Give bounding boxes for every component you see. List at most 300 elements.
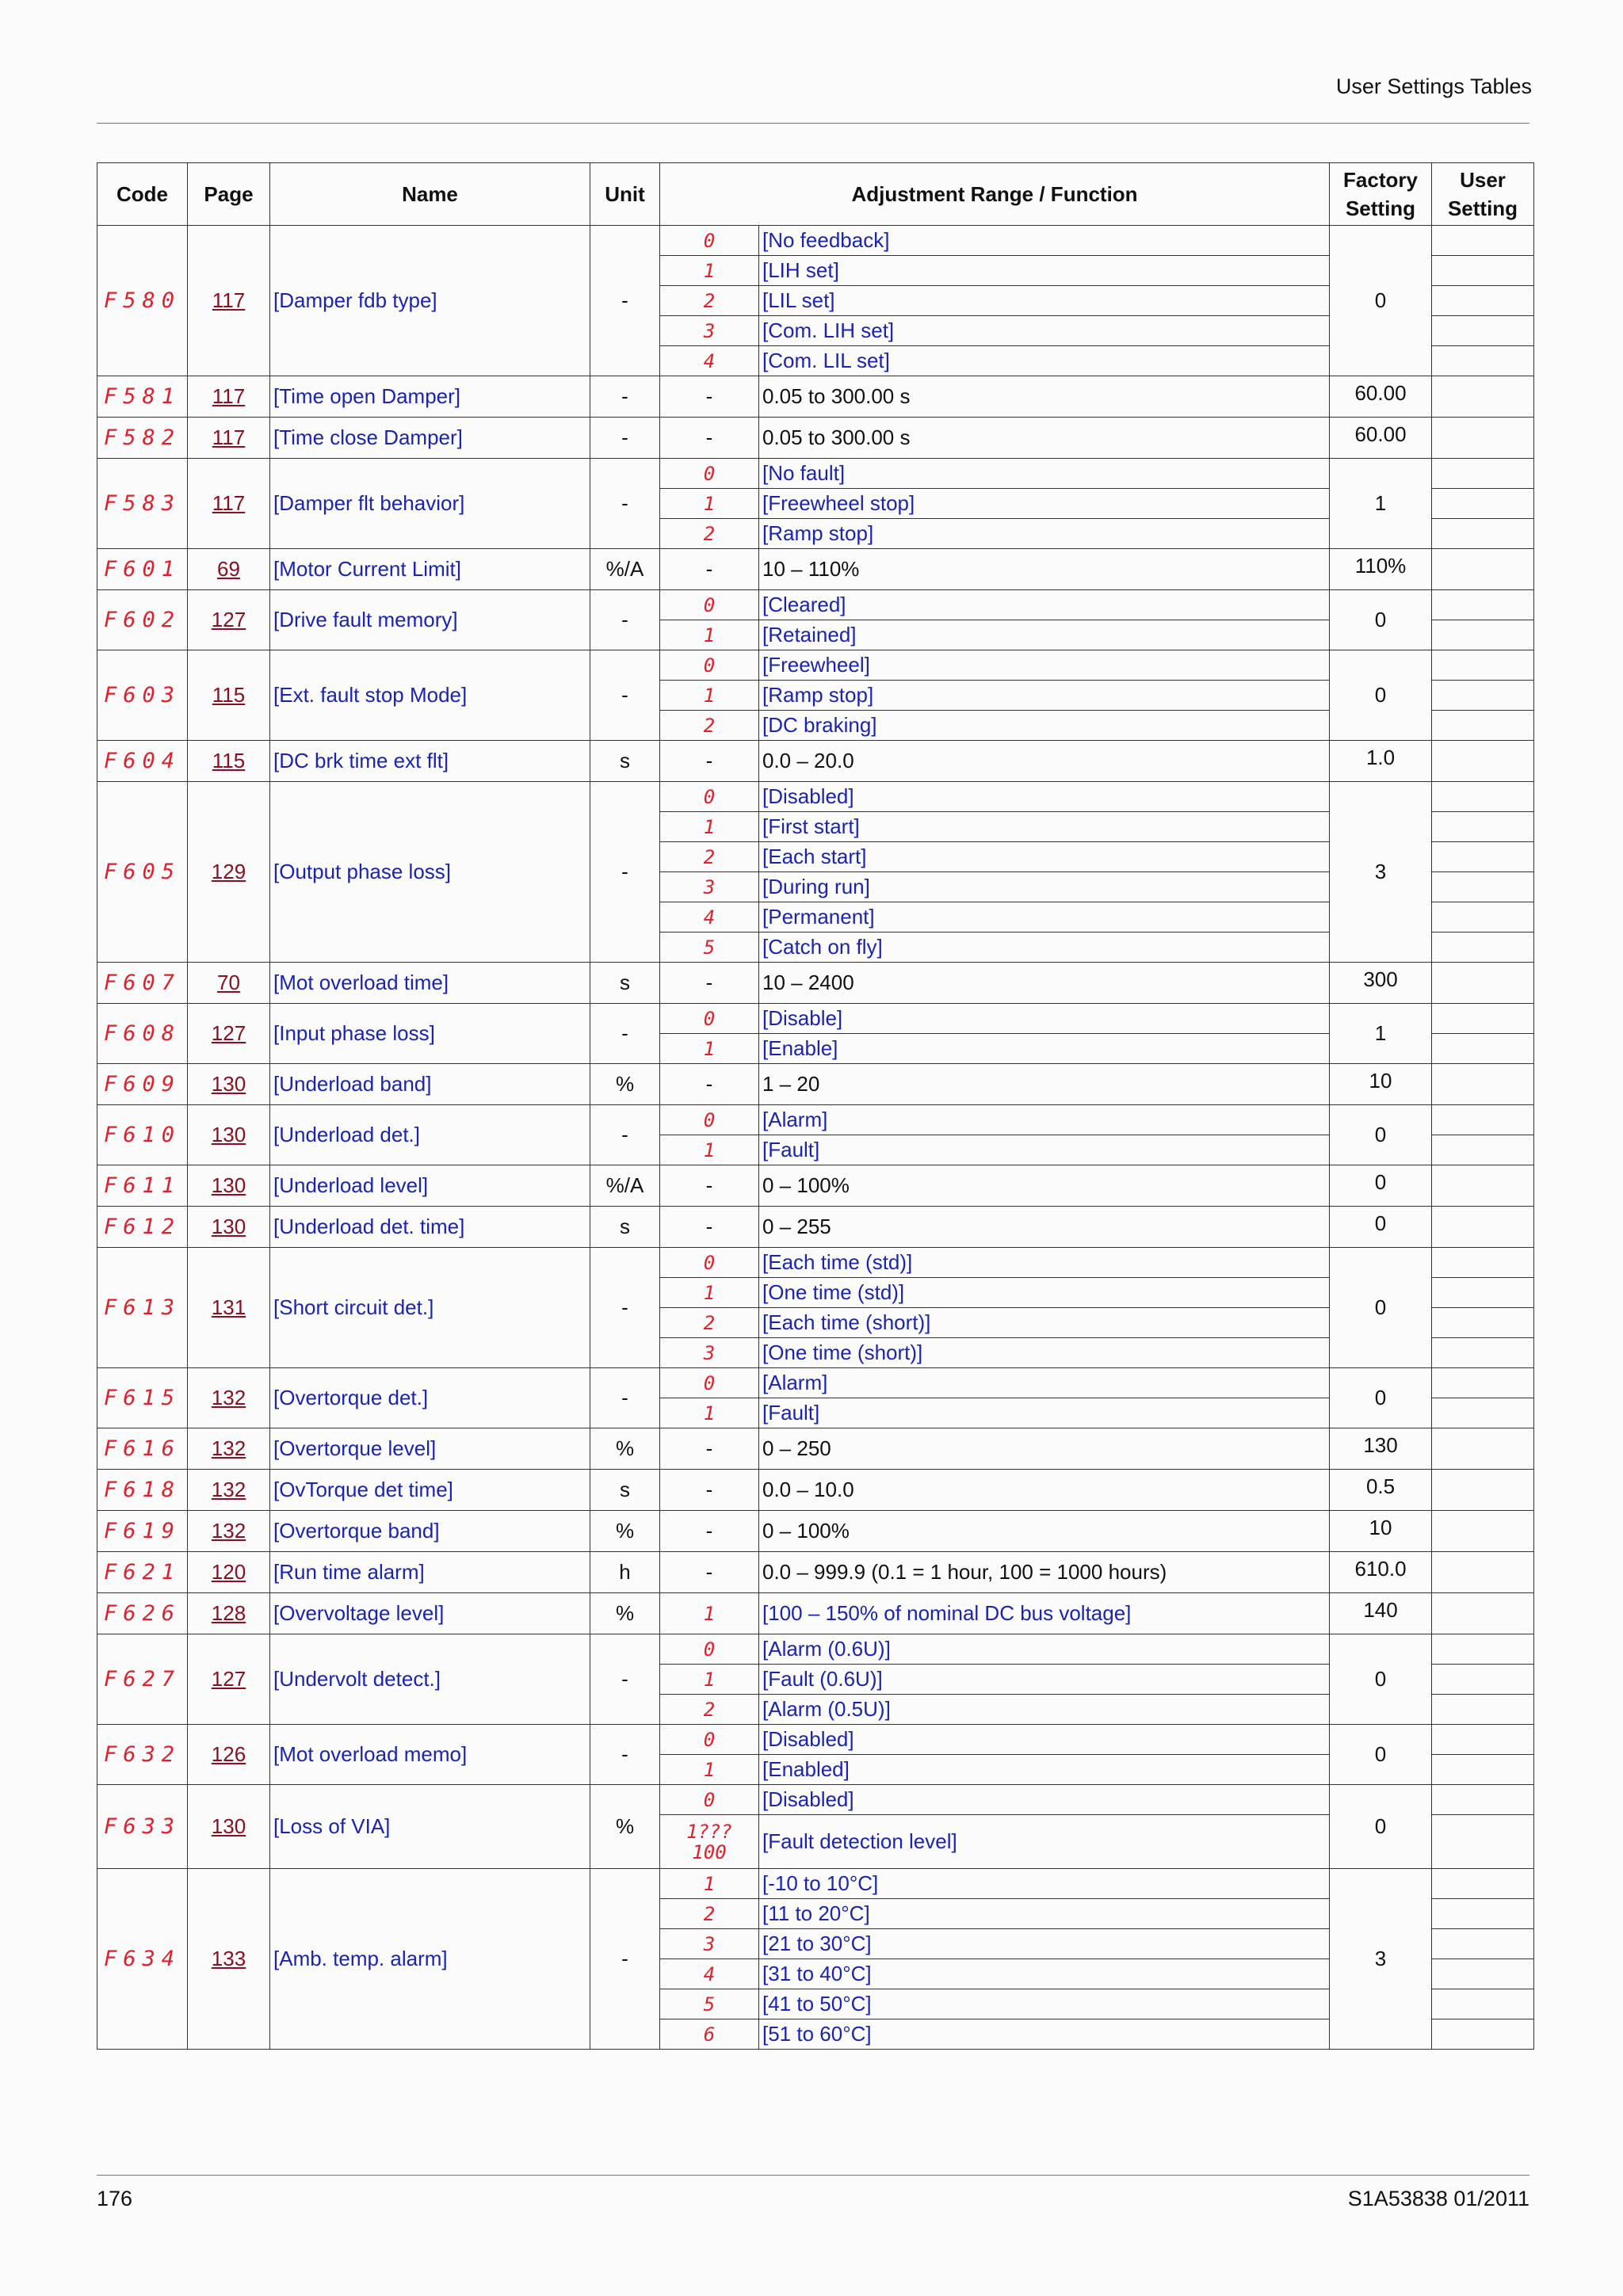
user-setting-cell[interactable] — [1432, 286, 1534, 316]
parameter-name: [Overvoltage level] — [270, 1593, 590, 1634]
option-value: 2 — [660, 1308, 759, 1338]
user-setting-cell[interactable] — [1432, 1135, 1534, 1165]
user-setting-cell[interactable] — [1432, 650, 1534, 681]
page-link[interactable]: 130 — [211, 1173, 246, 1197]
option-value-empty: - — [660, 963, 759, 1004]
user-setting-cell[interactable] — [1432, 1815, 1534, 1869]
option-value: 1 — [660, 620, 759, 650]
page-link[interactable]: 120 — [211, 1560, 246, 1584]
user-setting-cell[interactable] — [1432, 711, 1534, 741]
user-setting-cell[interactable] — [1432, 590, 1534, 620]
document-reference: S1A53838 01/2011 — [1347, 2187, 1529, 2210]
page-ref-cell — [188, 1105, 270, 1165]
parameter-code: F583 — [97, 459, 188, 549]
option-value: 1 — [660, 812, 759, 842]
parameter-name: [Underload level] — [270, 1165, 590, 1207]
adjustment-range: 0 – 255 — [759, 1207, 1330, 1248]
factory-setting: 0 — [1330, 1634, 1432, 1725]
adjustment-range: 0 – 100% — [759, 1511, 1330, 1552]
user-setting-cell[interactable] — [1432, 1593, 1534, 1634]
factory-setting: 0 — [1330, 650, 1432, 741]
parameter-name: [Time open Damper] — [270, 376, 590, 418]
user-setting-cell[interactable] — [1432, 1368, 1534, 1398]
option-value: 0 — [660, 1368, 759, 1398]
unit-cell: s — [590, 1207, 660, 1248]
table-row — [97, 1869, 1534, 1899]
unit-cell: - — [590, 226, 660, 376]
unit-cell: - — [590, 1368, 660, 1428]
option-value: 2 — [660, 286, 759, 316]
parameter-name: [Undervolt detect.] — [270, 1634, 590, 1725]
option-value: 2 — [660, 519, 759, 549]
user-setting-cell[interactable] — [1432, 1899, 1534, 1929]
adjustment-range: 0.05 to 300.00 s — [759, 376, 1330, 418]
option-value: 4 — [660, 1959, 759, 1989]
table-row — [97, 1634, 1534, 1665]
user-setting-cell[interactable] — [1432, 459, 1534, 489]
user-setting-cell[interactable] — [1432, 1959, 1534, 1989]
option-value: 2 — [660, 1695, 759, 1725]
user-settings-table — [97, 162, 1534, 2050]
user-setting-cell[interactable] — [1432, 1695, 1534, 1725]
user-setting-cell[interactable] — [1432, 2019, 1534, 2050]
option-value-line: 1??? — [686, 1820, 732, 1843]
option-label: [Disabled] — [759, 1725, 1330, 1755]
page-ref-cell — [188, 1165, 270, 1207]
table-row — [97, 1593, 1534, 1634]
user-setting-cell[interactable] — [1432, 1338, 1534, 1368]
option-value: 0 — [660, 1725, 759, 1755]
option-label: [Alarm] — [759, 1105, 1330, 1135]
page-ref-cell — [188, 590, 270, 650]
col-header-code: Code — [97, 163, 188, 226]
option-value: 0 — [660, 1004, 759, 1034]
option-label: [Freewheel stop] — [759, 489, 1330, 519]
parameter-code: F627 — [97, 1634, 188, 1725]
option-value: 0 — [660, 1634, 759, 1665]
parameter-name: [Input phase loss] — [270, 1004, 590, 1064]
user-setting-cell[interactable] — [1432, 1552, 1534, 1593]
option-value: 2 — [660, 1899, 759, 1929]
parameter-name: [Motor Current Limit] — [270, 549, 590, 590]
user-setting-cell[interactable] — [1432, 812, 1534, 842]
table-row — [97, 549, 1534, 590]
option-label: [Disabled] — [759, 1785, 1330, 1815]
user-setting-cell[interactable] — [1432, 1004, 1534, 1034]
unit-cell: - — [590, 376, 660, 418]
unit-cell: s — [590, 1470, 660, 1511]
parameter-code: F634 — [97, 1869, 188, 2050]
table-row — [97, 1725, 1534, 1755]
table-row — [97, 963, 1534, 1004]
option-value-empty: - — [660, 376, 759, 418]
user-setting-cell[interactable] — [1432, 346, 1534, 376]
option-label: [Alarm (0.5U)] — [759, 1695, 1330, 1725]
user-setting-cell[interactable] — [1432, 1278, 1534, 1308]
adjustment-range: 0.0 – 20.0 — [759, 741, 1330, 782]
option-value: 0 — [660, 590, 759, 620]
factory-setting: 0.5 — [1330, 1470, 1432, 1511]
user-setting-cell[interactable] — [1432, 902, 1534, 933]
option-value: 3 — [660, 1929, 759, 1959]
user-setting-cell[interactable] — [1432, 256, 1534, 286]
page-link[interactable]: 130 — [211, 1123, 246, 1146]
unit-cell: - — [590, 590, 660, 650]
parameter-code: F607 — [97, 963, 188, 1004]
user-setting-cell[interactable] — [1432, 1634, 1534, 1665]
option-label: [Fault] — [759, 1398, 1330, 1428]
page-link[interactable]: 127 — [211, 608, 246, 631]
page-link[interactable]: 130 — [211, 1814, 246, 1838]
user-setting-cell[interactable] — [1432, 519, 1534, 549]
col-header-page: Page — [188, 163, 270, 226]
factory-setting: 3 — [1330, 1869, 1432, 2050]
col-header-user: User Setting — [1432, 163, 1534, 226]
page-link[interactable]: 117 — [212, 491, 246, 515]
page-link[interactable]: 115 — [212, 749, 246, 772]
unit-cell: - — [590, 1105, 660, 1165]
user-setting-cell[interactable] — [1432, 963, 1534, 1004]
page-link[interactable]: 129 — [211, 860, 246, 883]
option-label: [LIH set] — [759, 256, 1330, 286]
page-link[interactable]: 132 — [211, 1478, 246, 1501]
unit-cell: % — [590, 1511, 660, 1552]
option-value-empty: - — [660, 1064, 759, 1105]
parameter-name: [Underload band] — [270, 1064, 590, 1105]
parameter-code: F609 — [97, 1064, 188, 1105]
parameter-name: [Ext. fault stop Mode] — [270, 650, 590, 741]
adjustment-range: 1 – 20 — [759, 1064, 1330, 1105]
parameter-code: F632 — [97, 1725, 188, 1785]
parameter-name: [Short circuit det.] — [270, 1248, 590, 1368]
user-setting-cell[interactable] — [1432, 1989, 1534, 2019]
parameter-code: F612 — [97, 1207, 188, 1248]
parameter-code: F602 — [97, 590, 188, 650]
option-value: 4 — [660, 346, 759, 376]
page-link[interactable]: 117 — [212, 384, 246, 408]
adjustment-range: 0 – 250 — [759, 1428, 1330, 1470]
option-label: [Permanent] — [759, 902, 1330, 933]
option-value: 0 — [660, 782, 759, 812]
page-link[interactable]: 130 — [211, 1072, 246, 1096]
user-setting-cell[interactable] — [1432, 418, 1534, 459]
table-row — [97, 1368, 1534, 1398]
parameter-name: [Mot overload memo] — [270, 1725, 590, 1785]
page-link[interactable]: 131 — [211, 1295, 246, 1319]
option-value: 0 — [660, 1248, 759, 1278]
option-label: [Fault (0.6U)] — [759, 1665, 1330, 1695]
option-value: 1 — [660, 1034, 759, 1064]
user-setting-cell[interactable] — [1432, 1725, 1534, 1755]
factory-setting: 0 — [1330, 1785, 1432, 1869]
page-ref-cell — [188, 1869, 270, 2050]
option-value-empty: - — [660, 1165, 759, 1207]
option-label: [One time (std)] — [759, 1278, 1330, 1308]
option-label: [Disabled] — [759, 782, 1330, 812]
parameter-code: F618 — [97, 1470, 188, 1511]
user-setting-cell[interactable] — [1432, 872, 1534, 902]
option-value: 1 — [660, 1665, 759, 1695]
page-ref-cell — [188, 1207, 270, 1248]
page-link[interactable]: 127 — [211, 1021, 246, 1045]
option-label: [Ramp stop] — [759, 519, 1330, 549]
user-setting-cell[interactable] — [1432, 1511, 1534, 1552]
option-value: 2 — [660, 711, 759, 741]
option-value: 1 — [660, 1755, 759, 1785]
page-link[interactable]: 117 — [212, 425, 246, 449]
parameter-name: [Mot overload time] — [270, 963, 590, 1004]
page-link[interactable]: 115 — [212, 683, 246, 707]
table-row — [97, 1248, 1534, 1278]
user-setting-cell[interactable] — [1432, 549, 1534, 590]
option-value: 0 — [660, 1105, 759, 1135]
header-rule — [97, 123, 1529, 124]
factory-setting: 0 — [1330, 1248, 1432, 1368]
option-value-empty: - — [660, 418, 759, 459]
parameter-name: [Run time alarm] — [270, 1552, 590, 1593]
table-row — [97, 1105, 1534, 1135]
running-header: User Settings Tables — [1335, 74, 1532, 98]
parameter-code: F601 — [97, 549, 188, 590]
option-value: 2 — [660, 842, 759, 872]
option-label: [No feedback] — [759, 226, 1330, 256]
table-row — [97, 1552, 1534, 1593]
option-label: [51 to 60°C] — [759, 2019, 1330, 2050]
page-ref-cell — [188, 1634, 270, 1725]
option-value: 3 — [660, 316, 759, 346]
factory-setting: 0 — [1330, 590, 1432, 650]
option-label: [Com. LIL set] — [759, 346, 1330, 376]
table-row — [97, 226, 1534, 256]
parameter-code: F608 — [97, 1004, 188, 1064]
user-setting-cell[interactable] — [1432, 376, 1534, 418]
option-label: [Freewheel] — [759, 650, 1330, 681]
factory-setting: 60.00 — [1330, 418, 1432, 459]
col-header-name: Name — [270, 163, 590, 226]
user-setting-cell[interactable] — [1432, 1785, 1534, 1815]
parameter-code: F616 — [97, 1428, 188, 1470]
table-row — [97, 1165, 1534, 1207]
option-value: 1 — [660, 1278, 759, 1308]
user-setting-cell[interactable] — [1432, 226, 1534, 256]
user-setting-cell[interactable] — [1432, 782, 1534, 812]
option-value-empty: - — [660, 549, 759, 590]
page-link[interactable]: 128 — [211, 1601, 246, 1625]
option-label: [During run] — [759, 872, 1330, 902]
option-value: 0 — [660, 459, 759, 489]
user-setting-cell[interactable] — [1432, 933, 1534, 963]
table-row — [97, 741, 1534, 782]
option-value: 1 — [660, 1398, 759, 1428]
page-ref-cell — [188, 1511, 270, 1552]
parameter-code: F610 — [97, 1105, 188, 1165]
factory-setting: 0 — [1330, 1725, 1432, 1785]
option-label: [Cleared] — [759, 590, 1330, 620]
factory-setting: 0 — [1330, 1207, 1432, 1248]
page-ref-cell — [188, 376, 270, 418]
col-header-range: Adjustment Range / Function — [660, 163, 1330, 226]
factory-setting: 0 — [1330, 226, 1432, 376]
parameter-code: F582 — [97, 418, 188, 459]
user-setting-cell[interactable] — [1432, 1398, 1534, 1428]
page-link[interactable]: 133 — [211, 1947, 246, 1970]
page-link[interactable]: 132 — [211, 1519, 246, 1543]
option-value: 3 — [660, 872, 759, 902]
unit-cell: s — [590, 963, 660, 1004]
option-value-empty: - — [660, 1511, 759, 1552]
parameter-code: F580 — [97, 226, 188, 376]
factory-setting: 610.0 — [1330, 1552, 1432, 1593]
page-ref-cell — [188, 1064, 270, 1105]
factory-setting: 10 — [1330, 1511, 1432, 1552]
parameter-code: F603 — [97, 650, 188, 741]
user-setting-cell[interactable] — [1432, 1929, 1534, 1959]
option-value: 0 — [660, 1785, 759, 1815]
option-label: [Fault detection level] — [759, 1815, 1330, 1869]
option-label: [31 to 40°C] — [759, 1959, 1330, 1989]
adjustment-range: 0.0 – 999.9 (0.1 = 1 hour, 100 = 1000 hours) — [759, 1552, 1330, 1593]
parameter-name: [DC brk time ext flt] — [270, 741, 590, 782]
user-setting-cell[interactable] — [1432, 1428, 1534, 1470]
user-setting-cell[interactable] — [1432, 1207, 1534, 1248]
option-label: [Disable] — [759, 1004, 1330, 1034]
parameter-code: F626 — [97, 1593, 188, 1634]
page-ref-cell — [188, 1004, 270, 1064]
page-link[interactable]: 117 — [212, 288, 246, 312]
factory-setting: 1.0 — [1330, 741, 1432, 782]
unit-cell: - — [590, 459, 660, 549]
user-setting-cell[interactable] — [1432, 489, 1534, 519]
table-row — [97, 376, 1534, 418]
page-ref-cell — [188, 1552, 270, 1593]
user-setting-cell[interactable] — [1432, 1869, 1534, 1899]
unit-cell: %/A — [590, 1165, 660, 1207]
parameter-code: F613 — [97, 1248, 188, 1368]
unit-cell: % — [590, 1064, 660, 1105]
page-ref-cell — [188, 963, 270, 1004]
option-value-empty: - — [660, 1207, 759, 1248]
page-link[interactable]: 69 — [217, 557, 240, 581]
factory-setting: 130 — [1330, 1428, 1432, 1470]
option-value — [660, 1815, 759, 1869]
page-link[interactable]: 130 — [211, 1215, 246, 1238]
parameter-code: F611 — [97, 1165, 188, 1207]
option-value-line: 100 — [692, 1840, 727, 1863]
factory-setting: 0 — [1330, 1105, 1432, 1165]
factory-setting: 10 — [1330, 1064, 1432, 1105]
user-setting-cell[interactable] — [1432, 1755, 1534, 1785]
table-row — [97, 1428, 1534, 1470]
parameter-name: [Overtorque band] — [270, 1511, 590, 1552]
page-ref-cell — [188, 459, 270, 549]
factory-setting: 110% — [1330, 549, 1432, 590]
page-ref-cell — [188, 1785, 270, 1869]
page-ref-cell — [188, 741, 270, 782]
page-link[interactable]: 126 — [211, 1742, 246, 1766]
parameter-code: F619 — [97, 1511, 188, 1552]
option-label: [Catch on fly] — [759, 933, 1330, 963]
option-value: 3 — [660, 1338, 759, 1368]
option-value: 0 — [660, 650, 759, 681]
parameter-name: [Underload det. time] — [270, 1207, 590, 1248]
parameter-name: [Loss of VIA] — [270, 1785, 590, 1869]
parameter-name: [Damper flt behavior] — [270, 459, 590, 549]
unit-cell: - — [590, 1004, 660, 1064]
page-ref-cell — [188, 418, 270, 459]
factory-setting: 3 — [1330, 782, 1432, 963]
user-setting-cell[interactable] — [1432, 681, 1534, 711]
option-label: [Ramp stop] — [759, 681, 1330, 711]
parameter-name: [Overtorque det.] — [270, 1368, 590, 1428]
unit-cell: - — [590, 1248, 660, 1368]
parameter-name: [Overtorque level] — [270, 1428, 590, 1470]
option-label: [Alarm (0.6U)] — [759, 1634, 1330, 1665]
user-setting-cell[interactable] — [1432, 741, 1534, 782]
option-label: [Each start] — [759, 842, 1330, 872]
col-header-factory: Factory Setting — [1330, 163, 1432, 226]
page-link[interactable]: 132 — [211, 1386, 246, 1409]
user-setting-cell[interactable] — [1432, 1165, 1534, 1207]
table-row — [97, 1207, 1534, 1248]
user-setting-cell[interactable] — [1432, 1064, 1534, 1105]
page-ref-cell — [188, 1368, 270, 1428]
option-label: [-10 to 10°C] — [759, 1869, 1330, 1899]
page-number: 176 — [97, 2187, 133, 2210]
unit-cell: %/A — [590, 549, 660, 590]
user-setting-cell[interactable] — [1432, 1105, 1534, 1135]
unit-cell: - — [590, 1725, 660, 1785]
user-setting-cell[interactable] — [1432, 316, 1534, 346]
adjustment-range: 0.05 to 300.00 s — [759, 418, 1330, 459]
unit-cell: s — [590, 741, 660, 782]
page-ref-cell — [188, 782, 270, 963]
parameter-name: [Amb. temp. alarm] — [270, 1869, 590, 2050]
user-setting-cell[interactable] — [1432, 1308, 1534, 1338]
page-ref-cell — [188, 1725, 270, 1785]
user-setting-cell[interactable] — [1432, 842, 1534, 872]
option-value-empty: - — [660, 1428, 759, 1470]
table-row — [97, 1004, 1534, 1034]
adjustment-range: [100 – 150% of nominal DC bus voltage] — [759, 1593, 1330, 1634]
option-value: 1 — [660, 1869, 759, 1899]
parameter-code: F605 — [97, 782, 188, 963]
factory-setting: 140 — [1330, 1593, 1432, 1634]
page-ref-cell — [188, 549, 270, 590]
user-setting-cell[interactable] — [1432, 620, 1534, 650]
option-value-empty: - — [660, 1552, 759, 1593]
option-value: 1 — [660, 1593, 759, 1634]
user-setting-cell[interactable] — [1432, 1034, 1534, 1064]
unit-cell: - — [590, 1869, 660, 2050]
user-setting-cell[interactable] — [1432, 1470, 1534, 1511]
parameter-name: [Drive fault memory] — [270, 590, 590, 650]
option-label: [One time (short)] — [759, 1338, 1330, 1368]
option-value: 5 — [660, 933, 759, 963]
user-setting-cell[interactable] — [1432, 1248, 1534, 1278]
parameter-name: [Damper fdb type] — [270, 226, 590, 376]
page-link[interactable]: 70 — [217, 971, 240, 994]
table-row — [97, 1511, 1534, 1552]
page-link[interactable]: 127 — [211, 1667, 246, 1691]
option-label: [Each time (std)] — [759, 1248, 1330, 1278]
page-link[interactable]: 132 — [211, 1436, 246, 1460]
parameter-code: F621 — [97, 1552, 188, 1593]
page-ref-cell — [188, 1428, 270, 1470]
col-header-unit: Unit — [590, 163, 660, 226]
user-setting-cell[interactable] — [1432, 1665, 1534, 1695]
table-row — [97, 650, 1534, 681]
adjustment-range: 10 – 2400 — [759, 963, 1330, 1004]
